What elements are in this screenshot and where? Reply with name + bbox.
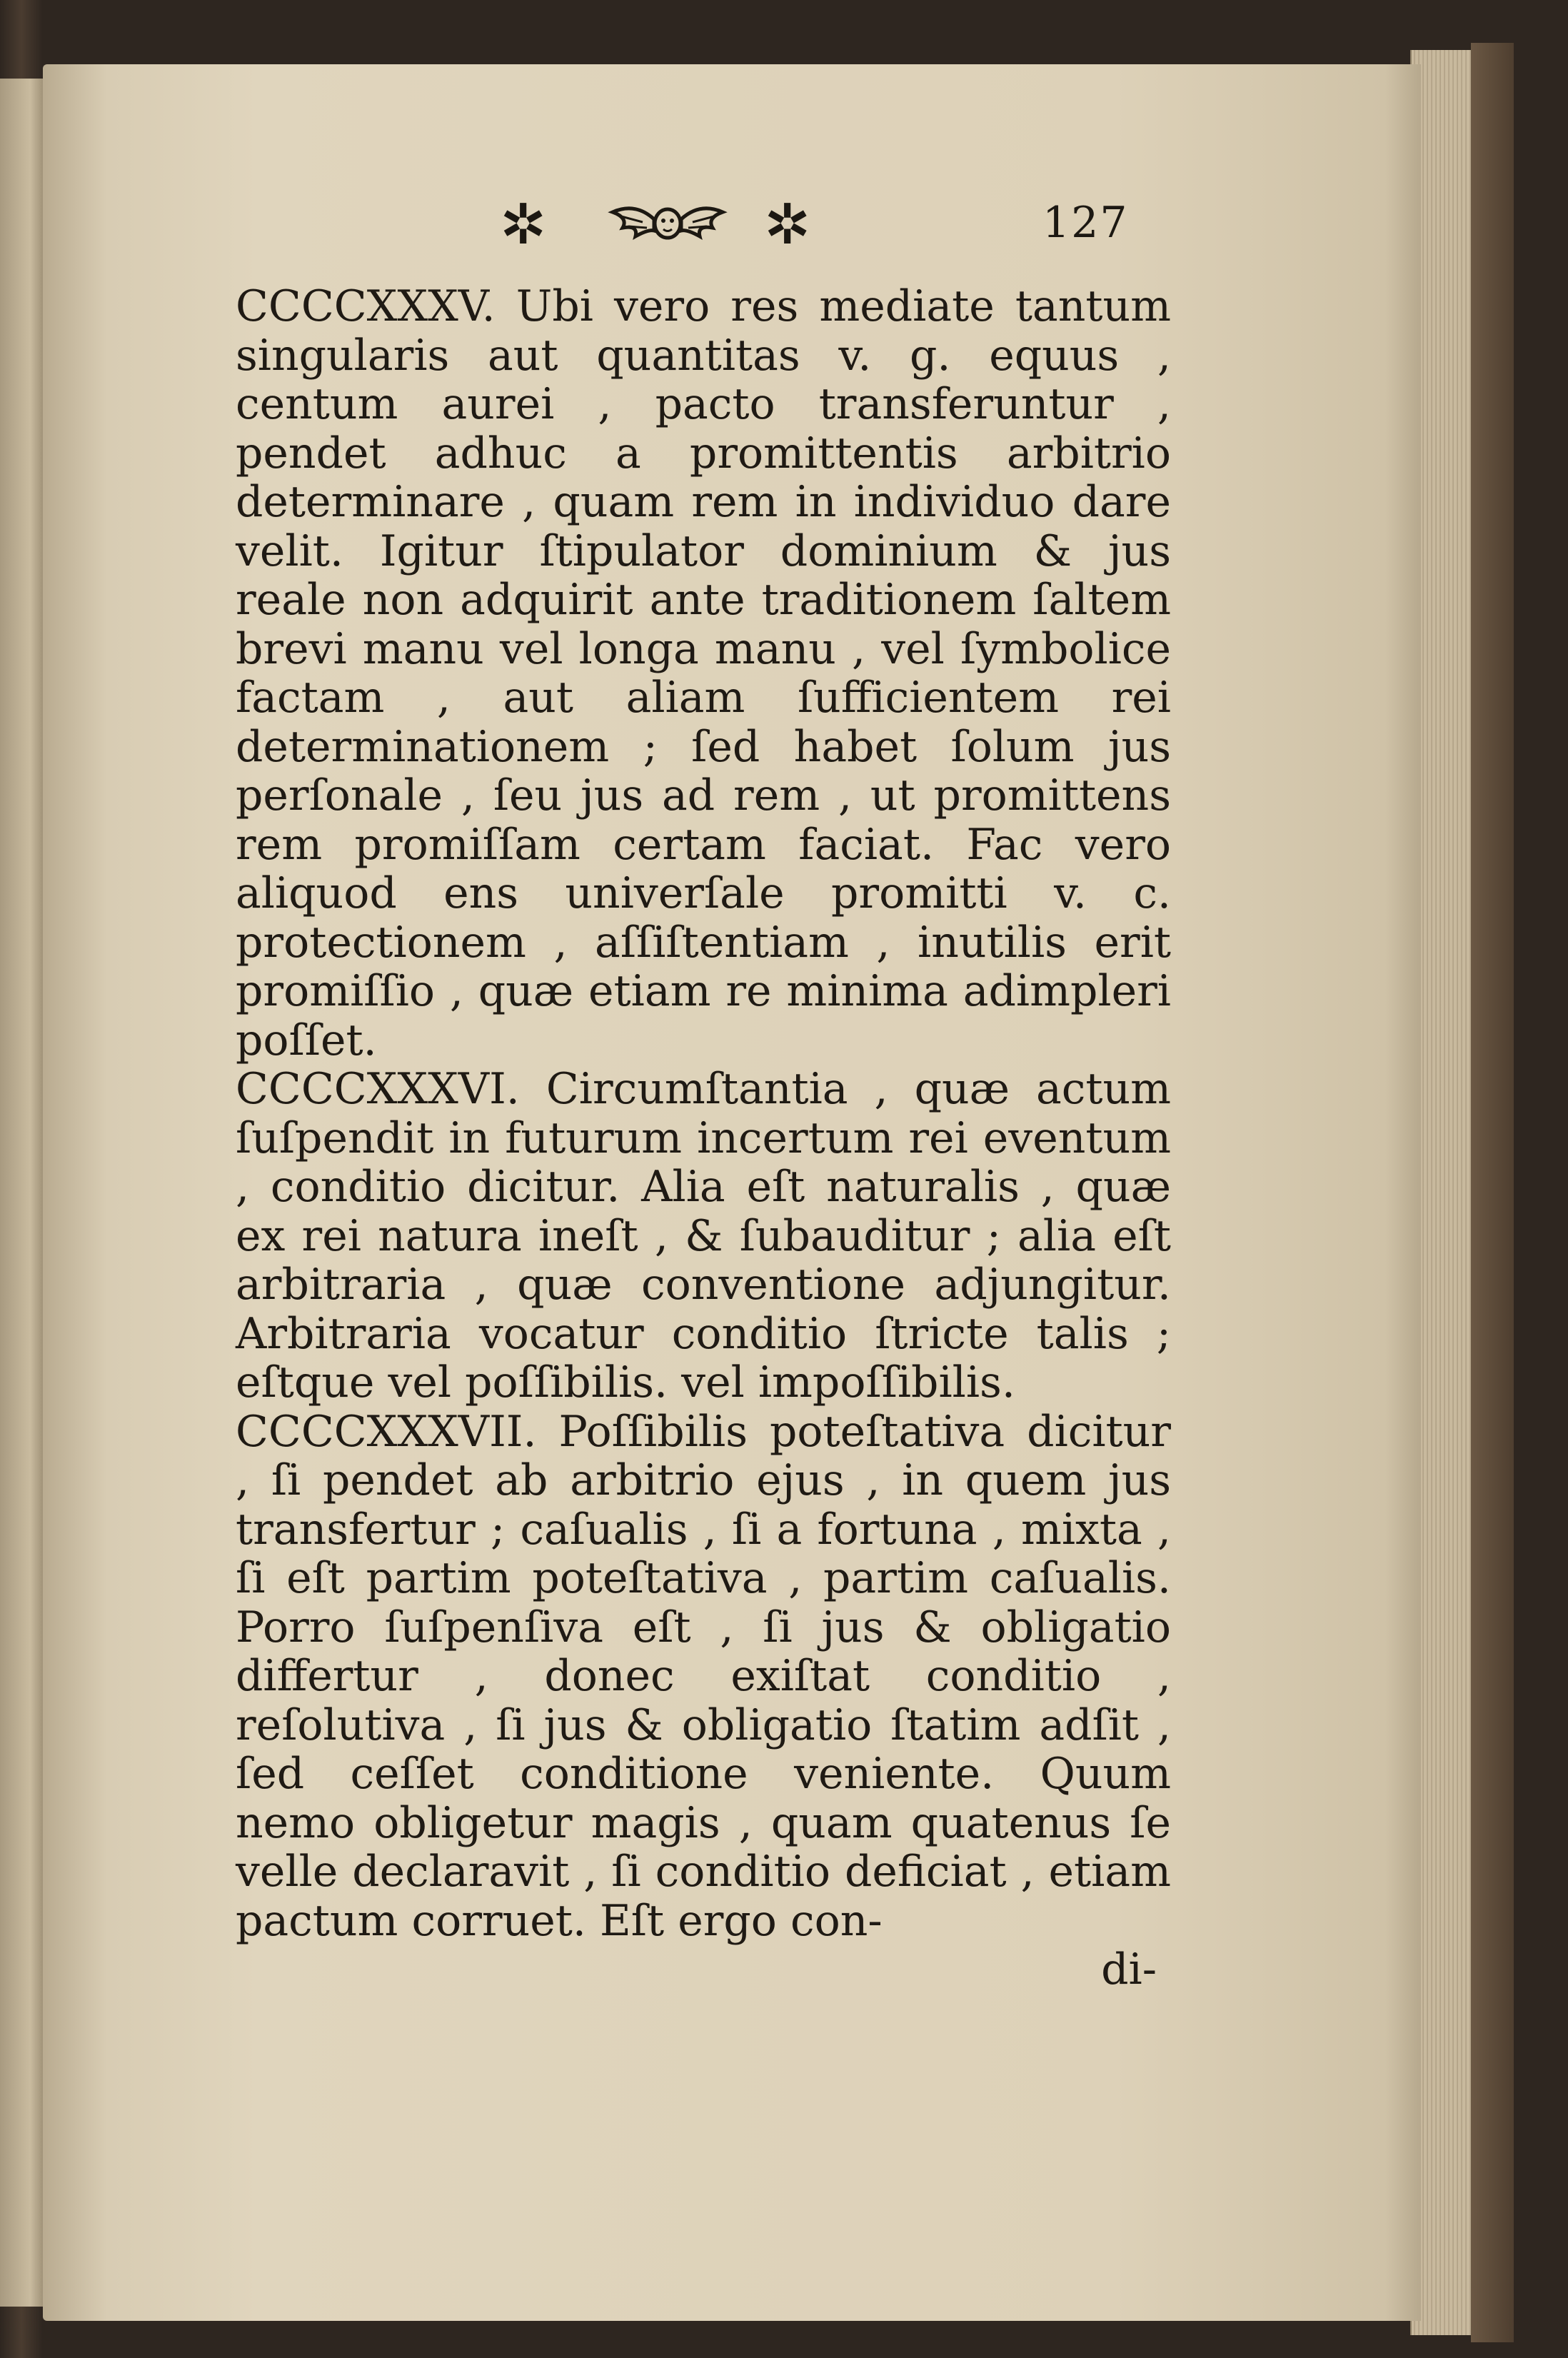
paragraph-ccccxxxvi: CCCCXXXVI. Circumſtantia , quæ actum ſuſpendit in futurum incertum rei eventum , conditio dicitur. Alia eſt naturalis , quæ ex rei natura ineſt , & ſubauditur ; alia eſt arbitraria , quæ conventione adjungitur. Arbitraria vocatur conditio ſtricte talis ; eſtque vel poſſibilis. vel impoſſibilis. [236,1064,1171,1408]
page-header [500,189,1214,261]
page-number: 127 [1042,198,1129,248]
cover-edge [1471,43,1514,2342]
body-text [171,282,1171,1995]
ornament-cherub-icon [607,196,728,254]
cherub-svg [607,196,728,254]
ornament-star-right-icon: ✲ [764,193,811,257]
ornament-star-left-icon: ✲ [500,193,547,257]
catchword: di- [1101,1945,1157,1995]
paragraph-ccccxxxv: CCCCXXXV. Ubi vero res mediate tantum singularis aut quantitas v. g. equus , centum aurei , pacto transferuntur , pendet adhuc a promittentis arbitrio determinare , quam rem in individuo dare velit. Igitur ſtipulator dominium & jus reale non adquirit ante traditionem ſaltem brevi manu vel longa manu , vel ſymbolice factam , aut aliam ſufficientem rei determinationem ; ſed habet ſolum jus perſonale , ſeu jus ad rem , ut promittens rem promiſſam certam faciat. Fac vero aliquod ens univerſale promitti v. c. protectionem , aſſiſtentiam , inutilis erit promiſſio , quæ etiam re minima adimpleri poſſet. [236,281,1171,1065]
paragraph-ccccxxxvii: CCCCXXXVII. Poſſibilis poteſtativa dicitur , ſi pendet ab arbitrio ejus , in quem jus transfertur ; caſualis , ſi a fortuna , mixta , ſi eſt partim poteſtativa , partim caſualis. Porro ſuſpenſiva eſt , ſi jus & obligatio differtur , donec exiſtat conditio , reſolutiva , ſi jus & obligatio ſtatim adſit , ſed ceſſet conditione veniente. Quum nemo obligetur magis , quam quatenus ſe velle declaravit , ſi conditio deficiat , etiam pactum corruet. Eſt ergo con- [236,1406,1171,1946]
